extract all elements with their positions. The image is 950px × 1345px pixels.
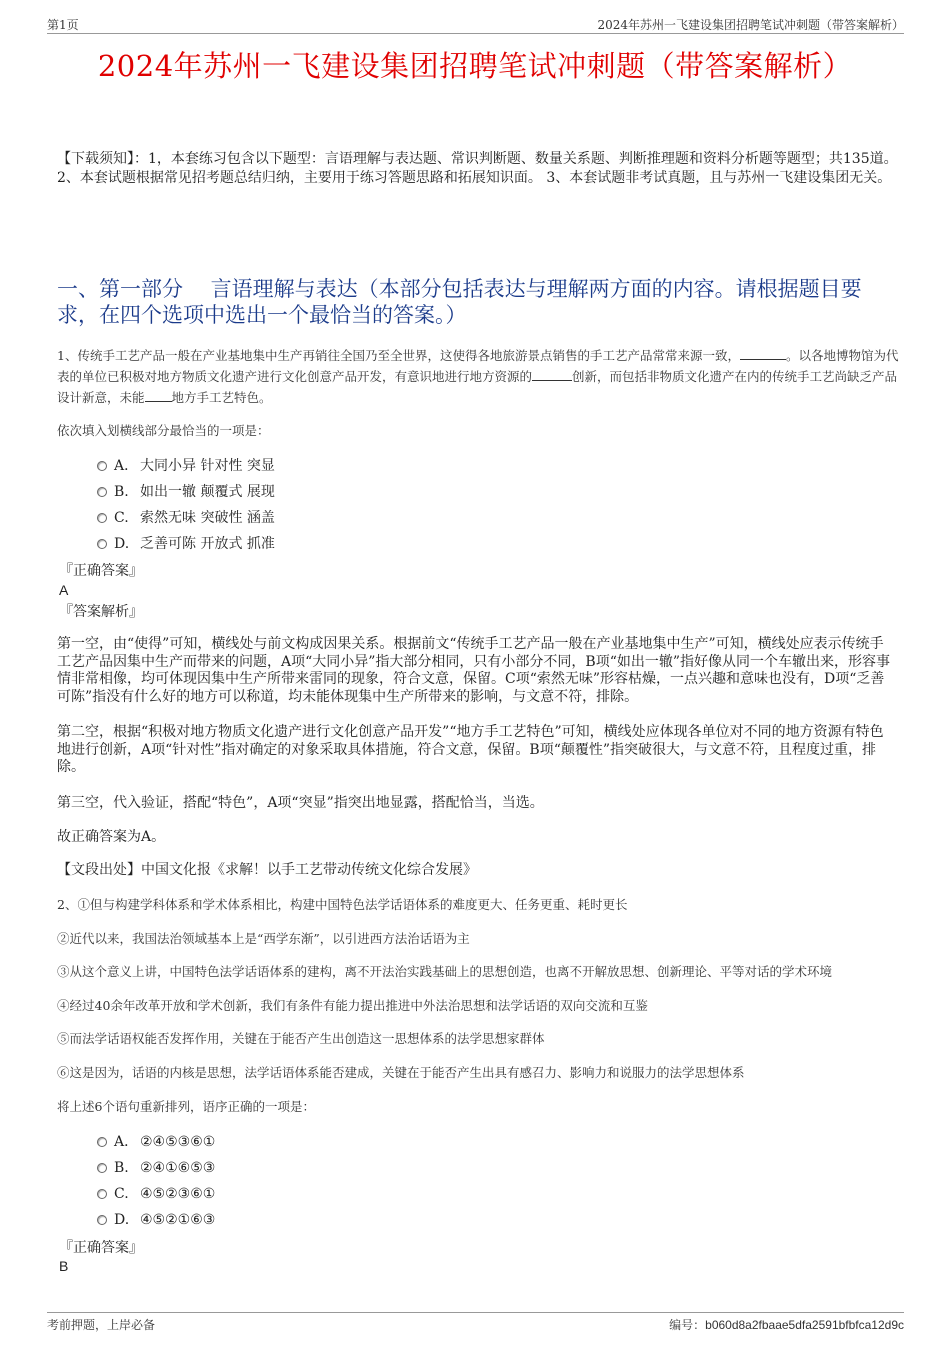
q1-option-b[interactable]: B. 如出一辙 颠覆式 展现 [97,482,275,502]
download-notice: 【下载须知】：1，本套练习包含以下题型：言语理解与表达题、常识判断题、数量关系题、判断推理题和资料分析题等题型；共135道。 2、本套试题根据常见招考题总结归纳，主要用于练习答题思路和拓展知识面。 3、本套试题非考试真题，且与苏州一飞建设集团无关。 [57,151,898,186]
footer-slogan: 考前押题，上岸必备 [47,1318,156,1332]
radio-icon[interactable] [97,487,107,497]
q2-answer-label: 『正确答案』 [59,1240,143,1256]
q2-option-c[interactable]: C. ④⑤②③⑥① [97,1184,215,1204]
q1-analysis-para-2: 第二空，根据“积极对地方物质文化遗产进行文化创意产品开发”“地方手工艺特色”可知，横线处应体现各单位对不同的地方资源有特色地进行创新，A项“针对性”指对确定的对象采取具体措施，符合文意，保留。B项“颠覆性”指突破很大，与文意不符，且程度过重，排除。 [57,724,884,775]
q1-analysis-label: 『答案解析』 [59,604,143,620]
q1-answer-label: 『正确答案』 [59,563,143,579]
q2-line-3: ③从这个意义上讲，中国特色法学话语体系的建构，离不开法治实践基础上的思想创造，也离不开解放思想、创新理论、平等对话的学术环境 [57,964,833,979]
radio-icon[interactable] [97,1137,107,1147]
page-number: 第1页 [47,18,79,32]
footer-code: 编号：b060d8a2fbaae5dfa2591bfbfca12d9c [669,1318,904,1332]
header-doc-title: 2024年苏州一飞建设集团招聘笔试冲刺题（带答案解析） [597,18,904,32]
q2-line-1: 2、①但与构建学科体系和学术体系相比，构建中国特色法学话语体系的难度更大、任务更重、耗时更长 [57,897,628,912]
q1-answer: A [59,582,69,598]
page-footer [47,1312,904,1334]
radio-icon[interactable] [97,1163,107,1173]
q2-line-6: ⑥这是因为，话语的内核是思想，法学话语体系能否建成，关键在于能否产生出具有感召力、影响力和说服力的法学思想体系 [57,1065,745,1080]
page-header [47,14,904,34]
section-heading: 一、第一部分 言语理解与表达（本部分包括表达与理解两方面的内容。请根据题目要求，在四个选项中选出一个最恰当的答案。） [57,277,862,327]
q2-prompt: 将上述6个语句重新排列，语序正确的一项是： [57,1099,315,1114]
q2-line-2: ②近代以来，我国法治领域基本上是“西学东渐”，以引进西方法治话语为主 [57,931,470,946]
q2-option-d[interactable]: D. ④⑤②①⑥③ [97,1210,215,1230]
radio-icon[interactable] [97,1189,107,1199]
question-1-stem: 1、传统手工艺产品一般在产业基地集中生产再销往全国乃至全世界，这使得各地旅游景点销售的手工艺产品常常来源一致， 。以各地博物馆为代表的单位已积极对地方物质文化遗产进行文化创意产品开发，有意识地进行地方资源的 创新，而包括非物质文化遗产在内的传统手工艺尚缺乏产品设计新意，未能 地方手工艺特色。 [57,348,899,405]
q1-analysis-conclusion: 故正确答案为A。 [57,829,166,845]
q2-line-5: ⑤而法学话语权能否发挥作用，关键在于能否产生出创造这一思想体系的法学思想家群体 [57,1031,545,1046]
q1-analysis-para-3: 第三空，代入验证，搭配“特色”，A项“突显”指突出地显露，搭配恰当，当选。 [57,795,544,811]
q1-option-c[interactable]: C. 索然无味 突破性 涵盖 [97,508,275,528]
question-1-prompt: 依次填入划横线部分最恰当的一项是： [57,423,270,438]
radio-icon[interactable] [97,539,107,549]
q2-answer: B [59,1258,69,1274]
radio-icon[interactable] [97,461,107,471]
q2-line-4: ④经过40余年改革开放和学术创新，我们有条件有能力提出推进中外法治思想和法学话语的双向交流和互鉴 [57,998,648,1013]
q1-analysis-para-1: 第一空，由“使得”可知，横线处与前文构成因果关系。根据前文“传统手工艺产品一般在产业基地集中生产”可知，横线处应表示传统手工艺产品因集中生产而带来的问题，A项“大同小异”指大部分相同，只有小部分不同，B项“如出一辙”指好像从同一个车辙出来，形容事情非常相像，均可体现因集中生产所带来雷同的现象，符合文意，保留。C项“索然无味”形容枯燥，一点兴趣和意味也没有，D项“乏善可陈”指没有什么好的地方可以称道，均未能体现集中生产所带来的影响，与文意不符，排除。 [57,636,891,705]
radio-icon[interactable] [97,513,107,523]
q2-option-a[interactable]: A． ②④⑤③⑥① [97,1132,215,1152]
q2-option-b[interactable]: B. ②④①⑥⑤③ [97,1158,215,1178]
radio-icon[interactable] [97,1215,107,1225]
q1-option-d[interactable]: D. 乏善可陈 开放式 抓准 [97,534,275,554]
page-title: 2024年苏州一飞建设集团招聘笔试冲刺题（带答案解析） [97,49,853,83]
q1-option-a[interactable]: A． 大同小异 针对性 突显 [97,456,275,476]
q1-source: 【文段出处】中国文化报《求解！以手工艺带动传统文化综合发展》 [57,862,477,878]
